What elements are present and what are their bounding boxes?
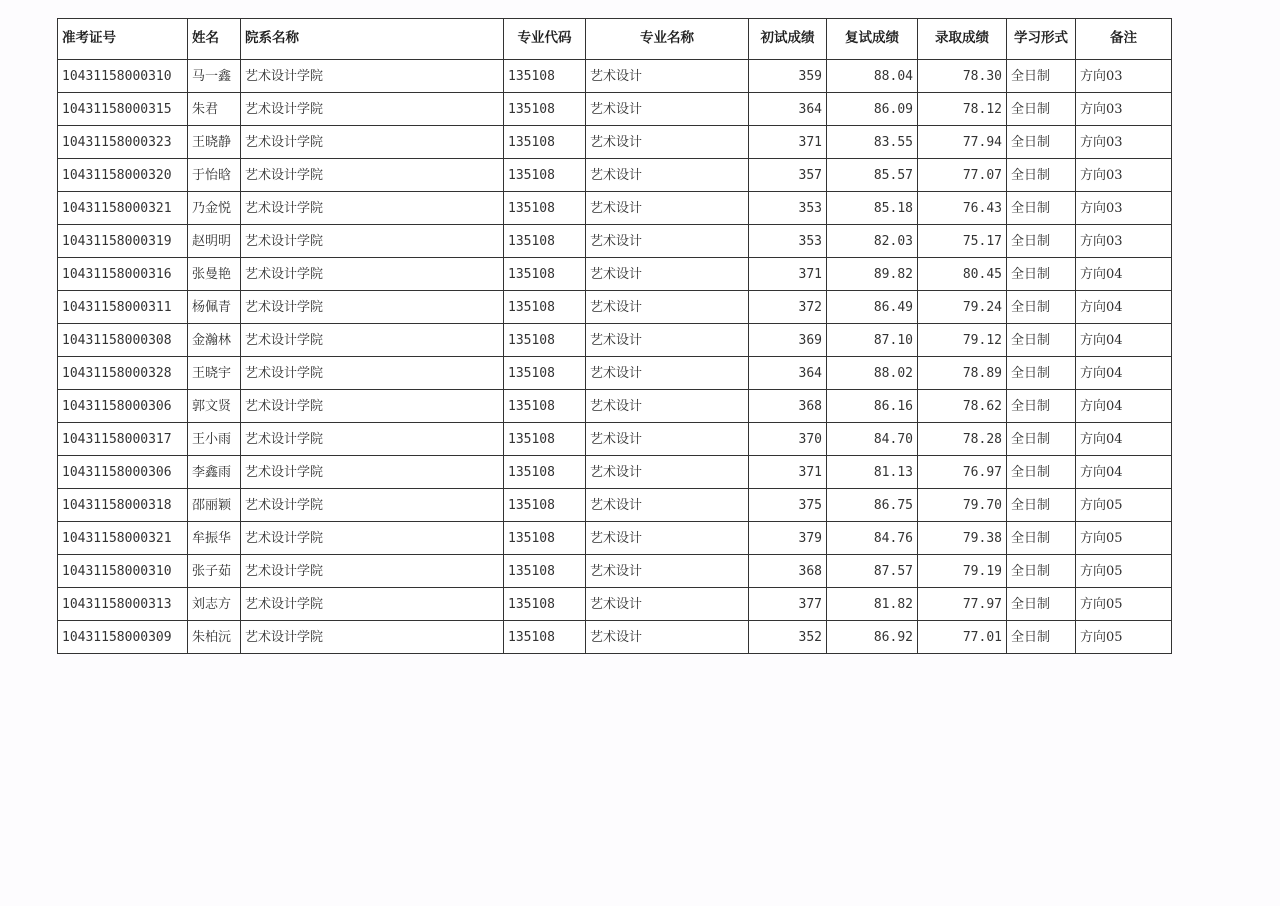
cell-major-name: 艺术设计 — [586, 555, 749, 588]
cell-major-code: 135108 — [504, 489, 586, 522]
cell-name: 李鑫雨 — [188, 456, 241, 489]
cell-admission-score: 78.12 — [918, 93, 1007, 126]
cell-admission-score: 79.24 — [918, 291, 1007, 324]
cell-name: 赵明明 — [188, 225, 241, 258]
cell-major-name: 艺术设计 — [586, 192, 749, 225]
cell-name: 王晓静 — [188, 126, 241, 159]
cell-name: 杨佩青 — [188, 291, 241, 324]
cell-exam-id: 10431158000321 — [58, 192, 188, 225]
table-row — [58, 390, 1172, 423]
cell-retest-score: 87.57 — [827, 555, 918, 588]
cell-remark: 方向05 — [1076, 555, 1172, 588]
cell-study-mode: 全日制 — [1007, 126, 1076, 159]
cell-remark: 方向05 — [1076, 489, 1172, 522]
cell-retest-score: 88.04 — [827, 60, 918, 93]
cell-major-name: 艺术设计 — [586, 324, 749, 357]
cell-retest-score: 84.76 — [827, 522, 918, 555]
cell-exam-id: 10431158000316 — [58, 258, 188, 291]
table-row — [58, 588, 1172, 621]
cell-major-code: 135108 — [504, 324, 586, 357]
table-row — [58, 621, 1172, 654]
cell-name: 邵丽颖 — [188, 489, 241, 522]
cell-admission-score: 79.12 — [918, 324, 1007, 357]
cell-admission-score: 76.97 — [918, 456, 1007, 489]
cell-retest-score: 86.92 — [827, 621, 918, 654]
cell-retest-score: 89.82 — [827, 258, 918, 291]
cell-major-code: 135108 — [504, 93, 586, 126]
cell-admission-score: 77.97 — [918, 588, 1007, 621]
cell-name: 牟振华 — [188, 522, 241, 555]
cell-initial-score: 372 — [749, 291, 827, 324]
cell-exam-id: 10431158000311 — [58, 291, 188, 324]
cell-major-name: 艺术设计 — [586, 291, 749, 324]
cell-admission-score: 77.01 — [918, 621, 1007, 654]
cell-initial-score: 375 — [749, 489, 827, 522]
cell-exam-id: 10431158000310 — [58, 555, 188, 588]
cell-remark: 方向04 — [1076, 291, 1172, 324]
cell-retest-score: 86.16 — [827, 390, 918, 423]
cell-department: 艺术设计学院 — [241, 423, 504, 456]
table-row — [58, 357, 1172, 390]
cell-exam-id: 10431158000306 — [58, 456, 188, 489]
cell-remark: 方向04 — [1076, 390, 1172, 423]
cell-retest-score: 81.13 — [827, 456, 918, 489]
cell-name: 王晓宇 — [188, 357, 241, 390]
cell-major-code: 135108 — [504, 126, 586, 159]
table-row — [58, 225, 1172, 258]
cell-retest-score: 84.70 — [827, 423, 918, 456]
table-row — [58, 324, 1172, 357]
cell-admission-score: 77.94 — [918, 126, 1007, 159]
cell-study-mode: 全日制 — [1007, 390, 1076, 423]
cell-department: 艺术设计学院 — [241, 192, 504, 225]
col-header-study-mode: 学习形式 — [1007, 19, 1076, 60]
cell-department: 艺术设计学院 — [241, 522, 504, 555]
table-row — [58, 291, 1172, 324]
cell-major-name: 艺术设计 — [586, 423, 749, 456]
cell-study-mode: 全日制 — [1007, 291, 1076, 324]
col-header-major-name: 专业名称 — [586, 19, 749, 60]
cell-remark: 方向05 — [1076, 621, 1172, 654]
cell-exam-id: 10431158000319 — [58, 225, 188, 258]
cell-admission-score: 78.62 — [918, 390, 1007, 423]
table-row — [58, 126, 1172, 159]
cell-major-name: 艺术设计 — [586, 126, 749, 159]
cell-department: 艺术设计学院 — [241, 390, 504, 423]
cell-retest-score: 85.18 — [827, 192, 918, 225]
cell-department: 艺术设计学院 — [241, 258, 504, 291]
cell-major-code: 135108 — [504, 291, 586, 324]
cell-study-mode: 全日制 — [1007, 192, 1076, 225]
col-header-exam-id: 准考证号 — [58, 19, 188, 60]
cell-major-name: 艺术设计 — [586, 357, 749, 390]
cell-major-code: 135108 — [504, 621, 586, 654]
cell-name: 郭文贤 — [188, 390, 241, 423]
col-header-admission-score: 录取成绩 — [918, 19, 1007, 60]
cell-major-code: 135108 — [504, 423, 586, 456]
cell-major-code: 135108 — [504, 390, 586, 423]
cell-major-code: 135108 — [504, 258, 586, 291]
header-row — [58, 19, 1172, 60]
cell-major-code: 135108 — [504, 456, 586, 489]
cell-department: 艺术设计学院 — [241, 324, 504, 357]
cell-major-code: 135108 — [504, 588, 586, 621]
cell-initial-score: 353 — [749, 192, 827, 225]
cell-department: 艺术设计学院 — [241, 126, 504, 159]
cell-study-mode: 全日制 — [1007, 489, 1076, 522]
table-row — [58, 555, 1172, 588]
cell-remark: 方向04 — [1076, 423, 1172, 456]
col-header-major-code: 专业代码 — [504, 19, 586, 60]
cell-department: 艺术设计学院 — [241, 60, 504, 93]
cell-admission-score: 80.45 — [918, 258, 1007, 291]
cell-remark: 方向05 — [1076, 522, 1172, 555]
cell-study-mode: 全日制 — [1007, 555, 1076, 588]
cell-exam-id: 10431158000308 — [58, 324, 188, 357]
cell-remark: 方向04 — [1076, 324, 1172, 357]
cell-initial-score: 371 — [749, 456, 827, 489]
cell-department: 艺术设计学院 — [241, 555, 504, 588]
cell-major-code: 135108 — [504, 159, 586, 192]
cell-study-mode: 全日制 — [1007, 522, 1076, 555]
table-row — [58, 192, 1172, 225]
cell-exam-id: 10431158000320 — [58, 159, 188, 192]
col-header-name: 姓名 — [188, 19, 241, 60]
table-row — [58, 423, 1172, 456]
cell-exam-id: 10431158000318 — [58, 489, 188, 522]
cell-admission-score: 76.43 — [918, 192, 1007, 225]
cell-remark: 方向05 — [1076, 588, 1172, 621]
cell-remark: 方向03 — [1076, 159, 1172, 192]
cell-name: 朱柏沅 — [188, 621, 241, 654]
cell-remark: 方向04 — [1076, 357, 1172, 390]
admission-roster-table — [57, 18, 1172, 654]
col-header-initial-score: 初试成绩 — [749, 19, 827, 60]
cell-admission-score: 79.70 — [918, 489, 1007, 522]
cell-major-name: 艺术设计 — [586, 621, 749, 654]
cell-major-name: 艺术设计 — [586, 489, 749, 522]
cell-admission-score: 79.38 — [918, 522, 1007, 555]
col-header-remark: 备注 — [1076, 19, 1172, 60]
cell-name: 马一鑫 — [188, 60, 241, 93]
cell-exam-id: 10431158000309 — [58, 621, 188, 654]
cell-major-name: 艺术设计 — [586, 225, 749, 258]
cell-name: 刘志方 — [188, 588, 241, 621]
roster-body — [58, 60, 1172, 654]
cell-remark: 方向03 — [1076, 60, 1172, 93]
cell-admission-score: 78.28 — [918, 423, 1007, 456]
cell-initial-score: 377 — [749, 588, 827, 621]
cell-study-mode: 全日制 — [1007, 588, 1076, 621]
cell-initial-score: 357 — [749, 159, 827, 192]
cell-admission-score: 79.19 — [918, 555, 1007, 588]
cell-remark: 方向04 — [1076, 456, 1172, 489]
cell-study-mode: 全日制 — [1007, 456, 1076, 489]
cell-initial-score: 353 — [749, 225, 827, 258]
cell-initial-score: 371 — [749, 126, 827, 159]
cell-exam-id: 10431158000310 — [58, 60, 188, 93]
cell-study-mode: 全日制 — [1007, 357, 1076, 390]
cell-admission-score: 77.07 — [918, 159, 1007, 192]
cell-retest-score: 85.57 — [827, 159, 918, 192]
cell-department: 艺术设计学院 — [241, 291, 504, 324]
cell-retest-score: 88.02 — [827, 357, 918, 390]
cell-major-code: 135108 — [504, 357, 586, 390]
cell-name: 乃金悦 — [188, 192, 241, 225]
cell-department: 艺术设计学院 — [241, 456, 504, 489]
cell-department: 艺术设计学院 — [241, 159, 504, 192]
cell-remark: 方向04 — [1076, 258, 1172, 291]
cell-initial-score: 352 — [749, 621, 827, 654]
cell-major-name: 艺术设计 — [586, 258, 749, 291]
cell-initial-score: 371 — [749, 258, 827, 291]
cell-major-name: 艺术设计 — [586, 522, 749, 555]
cell-study-mode: 全日制 — [1007, 423, 1076, 456]
cell-initial-score: 364 — [749, 93, 827, 126]
cell-department: 艺术设计学院 — [241, 621, 504, 654]
cell-study-mode: 全日制 — [1007, 93, 1076, 126]
cell-study-mode: 全日制 — [1007, 258, 1076, 291]
cell-name: 于怡晗 — [188, 159, 241, 192]
cell-initial-score: 368 — [749, 390, 827, 423]
cell-major-name: 艺术设计 — [586, 390, 749, 423]
cell-study-mode: 全日制 — [1007, 621, 1076, 654]
cell-department: 艺术设计学院 — [241, 489, 504, 522]
cell-study-mode: 全日制 — [1007, 159, 1076, 192]
cell-major-code: 135108 — [504, 192, 586, 225]
col-header-department: 院系名称 — [241, 19, 504, 60]
cell-major-name: 艺术设计 — [586, 60, 749, 93]
cell-admission-score: 78.30 — [918, 60, 1007, 93]
table-row — [58, 159, 1172, 192]
cell-department: 艺术设计学院 — [241, 93, 504, 126]
cell-exam-id: 10431158000306 — [58, 390, 188, 423]
cell-admission-score: 75.17 — [918, 225, 1007, 258]
cell-major-code: 135108 — [504, 555, 586, 588]
cell-name: 朱君 — [188, 93, 241, 126]
cell-study-mode: 全日制 — [1007, 225, 1076, 258]
cell-admission-score: 78.89 — [918, 357, 1007, 390]
table-row — [58, 60, 1172, 93]
cell-retest-score: 86.75 — [827, 489, 918, 522]
cell-exam-id: 10431158000315 — [58, 93, 188, 126]
cell-study-mode: 全日制 — [1007, 324, 1076, 357]
admission-roster-sheet — [57, 18, 1172, 654]
cell-retest-score: 81.82 — [827, 588, 918, 621]
cell-study-mode: 全日制 — [1007, 60, 1076, 93]
cell-exam-id: 10431158000317 — [58, 423, 188, 456]
cell-department: 艺术设计学院 — [241, 225, 504, 258]
cell-retest-score: 83.55 — [827, 126, 918, 159]
cell-department: 艺术设计学院 — [241, 588, 504, 621]
cell-major-name: 艺术设计 — [586, 93, 749, 126]
cell-initial-score: 368 — [749, 555, 827, 588]
cell-retest-score: 82.03 — [827, 225, 918, 258]
table-row — [58, 456, 1172, 489]
cell-major-name: 艺术设计 — [586, 456, 749, 489]
table-row — [58, 489, 1172, 522]
cell-major-code: 135108 — [504, 60, 586, 93]
cell-name: 金瀚林 — [188, 324, 241, 357]
cell-name: 王小雨 — [188, 423, 241, 456]
cell-retest-score: 87.10 — [827, 324, 918, 357]
cell-name: 张子茹 — [188, 555, 241, 588]
cell-remark: 方向03 — [1076, 126, 1172, 159]
cell-exam-id: 10431158000323 — [58, 126, 188, 159]
cell-remark: 方向03 — [1076, 225, 1172, 258]
cell-name: 张曼艳 — [188, 258, 241, 291]
cell-remark: 方向03 — [1076, 192, 1172, 225]
cell-initial-score: 359 — [749, 60, 827, 93]
table-row — [58, 258, 1172, 291]
cell-retest-score: 86.09 — [827, 93, 918, 126]
cell-remark: 方向03 — [1076, 93, 1172, 126]
cell-initial-score: 369 — [749, 324, 827, 357]
cell-initial-score: 379 — [749, 522, 827, 555]
cell-exam-id: 10431158000321 — [58, 522, 188, 555]
cell-major-name: 艺术设计 — [586, 159, 749, 192]
cell-major-code: 135108 — [504, 522, 586, 555]
cell-department: 艺术设计学院 — [241, 357, 504, 390]
col-header-retest-score: 复试成绩 — [827, 19, 918, 60]
cell-exam-id: 10431158000313 — [58, 588, 188, 621]
cell-major-code: 135108 — [504, 225, 586, 258]
cell-retest-score: 86.49 — [827, 291, 918, 324]
table-row — [58, 522, 1172, 555]
cell-major-name: 艺术设计 — [586, 588, 749, 621]
cell-exam-id: 10431158000328 — [58, 357, 188, 390]
cell-initial-score: 364 — [749, 357, 827, 390]
cell-initial-score: 370 — [749, 423, 827, 456]
table-row — [58, 93, 1172, 126]
